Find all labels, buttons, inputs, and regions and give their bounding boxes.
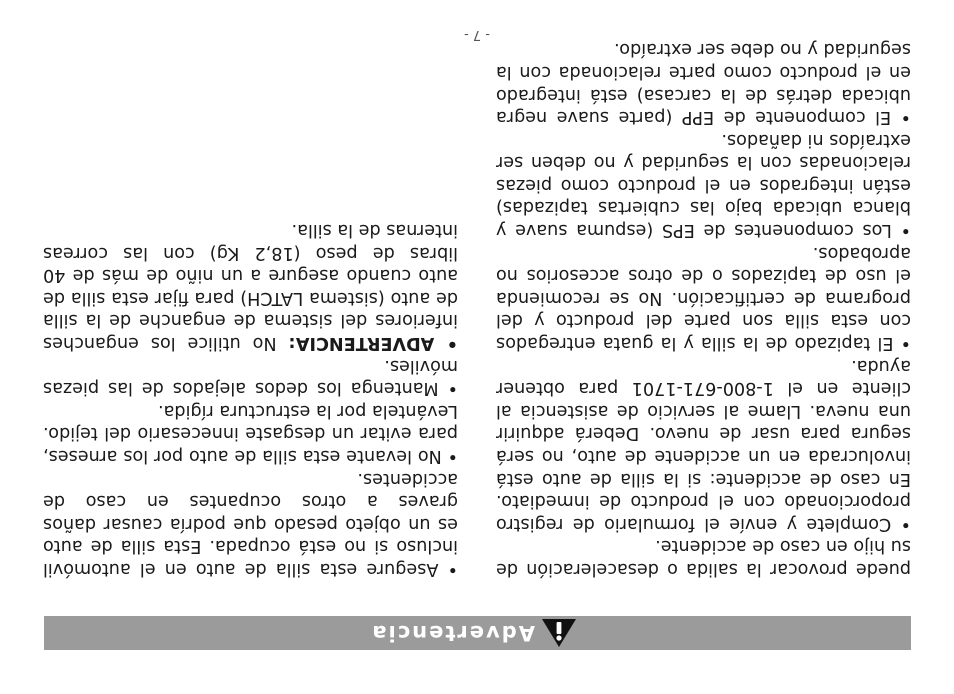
left-column — [496, 38, 911, 580]
paragraph-lifting: • No levante esta silla de auto por los arneses, para evitar un desgaste innecesario del tejido. Levántela por la estructura rígida. — [43, 400, 458, 467]
right-column — [43, 219, 458, 581]
paragraph-eps: • Los componentes de EPS (espuma suave y blanca ubicada bajo las cubiertas tapizadas) están integrados en el producto como piezas relacionadas con la seguridad y no deben ser extraídos ni dañados. — [496, 129, 911, 241]
warning-info-icon — [541, 618, 577, 648]
paragraph-ejection: puede provocar la salida o desaceleración de su hijo en caso de accidente. — [496, 536, 911, 579]
page-number: - 7 - — [464, 27, 490, 42]
paragraph-upholstery: • El tapizado de la silla y la guata entregados con esta silla son parte del producto y del programa de certificación. No se recomienda el uso de tapizados o de otros accesorios no aprobados. — [496, 242, 911, 354]
paragraph-fingers: • Mantenga los dedos alejados de las piezas móviles. — [43, 355, 458, 399]
paragraph-secure-seat: • Asegure esta silla de auto en el automóvil incluso si no está ocupada. Esta silla de auto es un objeto pesado que podría causar daños graves a otros ocupantes en caso de accidentes. — [43, 468, 458, 579]
paragraph-registration: • Complete y envíe el formulario de registro proporcionado con el producto de inmediato. En caso de accidente: si la silla de auto está involucrada en un accidente de auto, no será segura para usar de nuevo. Deberá adquirir una nueva. Llame al servicio de asistencia al cliente en el 1-800-671-1701 para obtener ayuda. — [496, 355, 911, 534]
warning-banner — [44, 616, 911, 650]
warning-text: No utilice los enganches inferiores del sistema de enganche de la silla de auto (sistema LATCH) para fijar esta silla de auto cuando asegure a un niño de más de 40 libras de peso (18,2 Kg) con las correas internas de la silla. — [42, 220, 458, 354]
banner-title: Advertencia — [370, 621, 535, 645]
warning-label: • ADVERTENCIA: — [288, 333, 458, 354]
paragraph-latch-warning — [43, 219, 458, 355]
paragraph-epp: • El componente de EPP (parte suave negra ubicada detrás de la carcasa) está integrado en el producto como parte relacionada con la seguridad y no debe ser extraído. — [496, 39, 911, 128]
